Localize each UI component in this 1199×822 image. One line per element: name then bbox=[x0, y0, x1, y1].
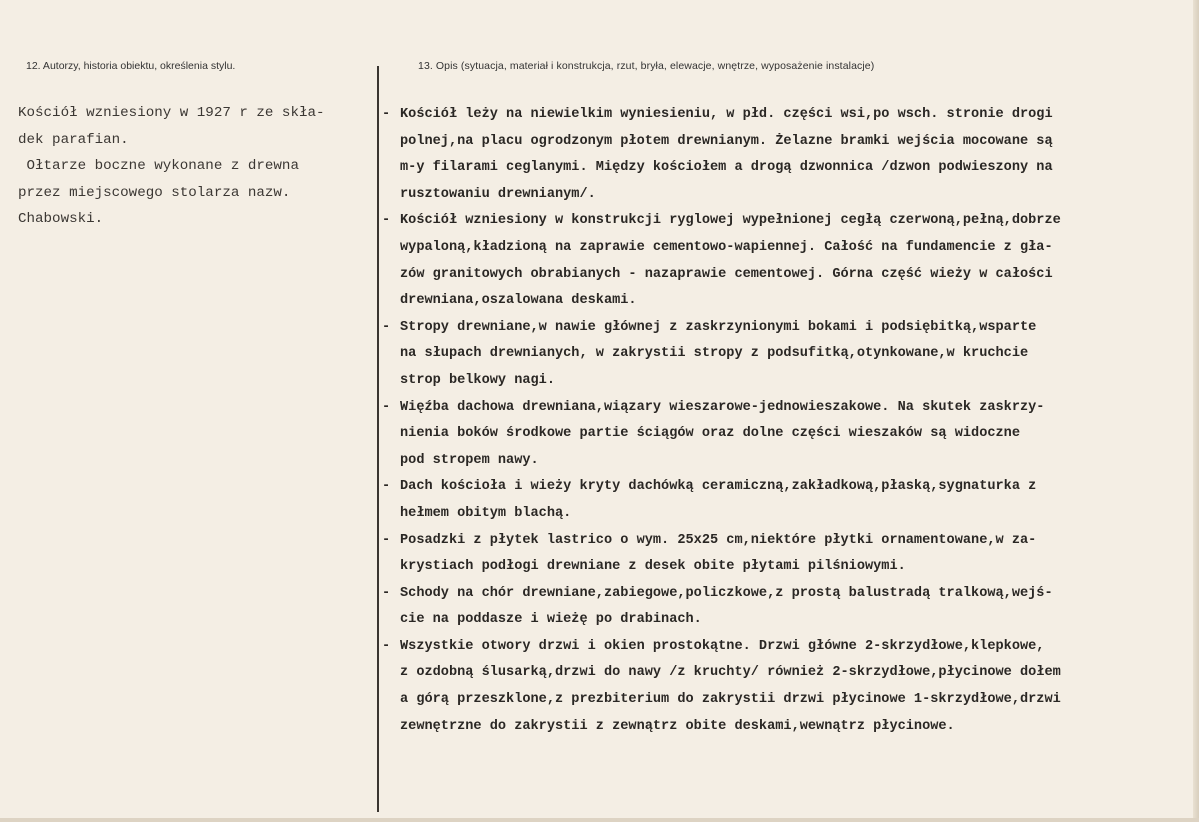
list-item-text: Dach kościoła i wieży kryty dachówką ceramiczną,zakładkową,płaską,sygnaturka z hełmem obitym blachą. bbox=[400, 479, 1037, 521]
bullet-dash: - bbox=[382, 399, 391, 415]
list-item bbox=[378, 634, 1194, 740]
bullet-dash: - bbox=[382, 585, 391, 601]
bullet-dash: - bbox=[382, 213, 391, 229]
list-item bbox=[378, 208, 1194, 314]
bullet-dash: - bbox=[382, 532, 391, 548]
description-list bbox=[378, 102, 1194, 740]
list-item-text: Kościół leży na niewielkim wyniesieniu, w płd. części wsi,po wsch. stronie drogi polnej,na placu ogrodzonym płotem drewnianym. Żelazne bramki wejścia mocowane są m-y filarami ceglanymi. Między kościołem a drogą dzwonnica /dzwon podwieszony na rusztowaniu drewnianym/. bbox=[400, 107, 1053, 202]
bullet-dash: - bbox=[382, 638, 391, 654]
authors-history-text: Kościół wzniesiony w 1927 r ze skła- dek parafian. Ołtarze boczne wykonane z drewna przez miejscowego stolarza nazw. Chabowski. bbox=[18, 105, 325, 227]
bullet-dash: - bbox=[382, 479, 391, 495]
list-item bbox=[378, 528, 1194, 581]
bullet-dash: - bbox=[382, 319, 391, 335]
section-13-header: 13. Opis (sytuacja, materiał i konstrukcja, rzut, bryła, elewacje, wnętrze, wyposażenie instalacje) bbox=[418, 60, 875, 72]
list-item-text: Więźba dachowa drewniana,wiązary wieszarowe-jednowieszakowe. Na skutek zaskrzy- nienia boków środkowe partie ściągów oraz dolne części wieszaków są widoczne pod stropem nawy. bbox=[400, 399, 1045, 468]
list-item bbox=[378, 395, 1194, 475]
list-item bbox=[378, 474, 1194, 527]
list-item bbox=[378, 315, 1194, 395]
list-item bbox=[378, 581, 1194, 634]
list-item-text: Stropy drewniane,w nawie głównej z zaskrzynionymi bokami i podsiębitką,wsparte na słupach drewnianych, w zakrystii stropy z podsufitką,otynkowane,w kruchcie strop belkowy nagi. bbox=[400, 319, 1037, 388]
list-item-text: Kościół wzniesiony w konstrukcji ryglowej wypełnionej cegłą czerwoną,pełną,dobrze wypaloną,kładzioną na zaprawie cementowo-wapiennej. Całość na fundamencie z gła- zów granitowych obrabianych - nazaprawie cementowej. Górna część wieży w całości drewniana,oszalowana deskami. bbox=[400, 213, 1061, 309]
bullet-dash: - bbox=[382, 107, 391, 122]
list-item bbox=[378, 102, 1194, 208]
list-item-text: Wszystkie otwory drzwi i okien prostokątne. Drzwi główne 2-skrzydłowe,klepkowe, z ozdobną ślusarką,drzwi do nawy /z kruchty/ również 2-skrzydłowe,płycinowe dołem a górą przeszklone,z prezbiterium do zakrystii drzwi płycinowe 1-skrzydłowe,drzwi zewnętrzne do zakrystii z zewnątrz obite deskami,wewnątrz płycinowe. bbox=[400, 638, 1061, 734]
list-item-text: Posadzki z płytek lastrico o wym. 25x25 cm,niektóre płytki ornamentowane,w za- krystiach podłogi drewniane z desek obite płytami pilśniowymi. bbox=[400, 532, 1037, 575]
paper-edge-bottom bbox=[0, 818, 1199, 822]
section-12-header: 12. Autorzy, historia obiektu, określenia stylu. bbox=[26, 60, 236, 72]
list-item-text: Schody na chór drewniane,zabiegowe,policzkowe,z prostą balustradą tralkową,wejś- cie na poddasze i wieżę po drabinach. bbox=[400, 585, 1053, 628]
paper-edge-right bbox=[1193, 0, 1199, 822]
